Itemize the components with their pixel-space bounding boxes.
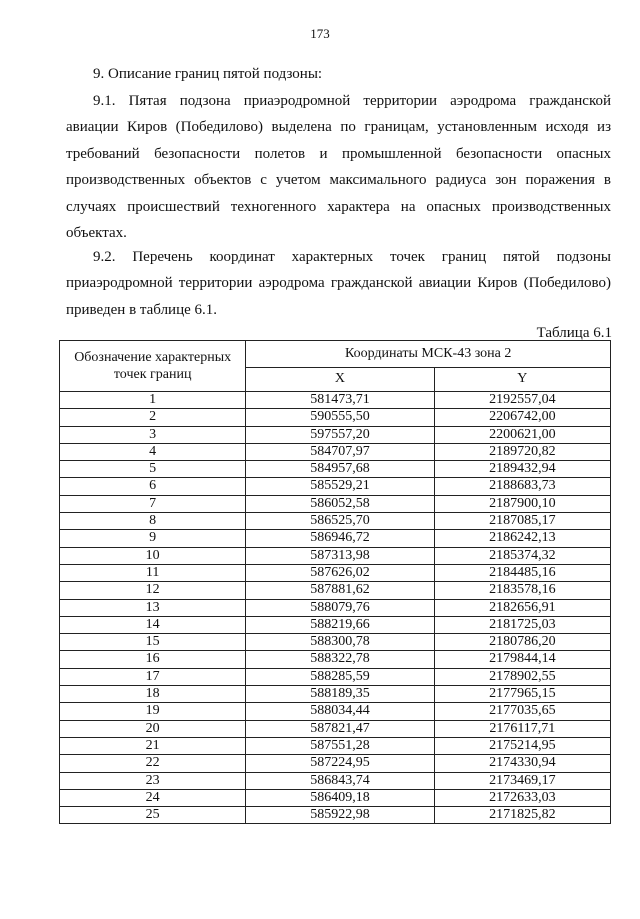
table-row: [60, 513, 611, 530]
y-coordinate-cell: 2192557,04: [434, 392, 610, 409]
point-number-cell: 25: [60, 807, 246, 824]
table-row: [60, 443, 611, 460]
point-number-cell: 2: [60, 409, 246, 426]
y-coordinate-cell: 2184485,16: [434, 564, 610, 581]
y-coordinate-cell: 2172633,03: [434, 789, 610, 806]
x-coordinate-cell: 588219,66: [246, 616, 434, 633]
x-coordinate-cell: 587224,95: [246, 755, 434, 772]
point-number-cell: 24: [60, 789, 246, 806]
table-row: [60, 720, 611, 737]
y-coordinate-cell: 2185374,32: [434, 547, 610, 564]
point-number-cell: 16: [60, 651, 246, 668]
point-number-cell: 23: [60, 772, 246, 789]
y-coordinate-cell: 2182656,91: [434, 599, 610, 616]
header-y: Y: [434, 367, 610, 391]
y-coordinate-cell: 2183578,16: [434, 582, 610, 599]
paragraph-9-2: 9.2. Перечень координат характерных точек границ пятой подзоны приаэродромной территории аэродрома гражданской авиации Киров (Победилово) приведен в таблице 6.1.: [66, 249, 611, 318]
page-number: 173: [310, 26, 330, 41]
point-number-cell: 9: [60, 530, 246, 547]
point-number-cell: 12: [60, 582, 246, 599]
paragraph-9-1: 9.1. Пятая подзона приаэродромной территории аэродрома гражданской авиации Киров (Победилово) выделена по границам, установленным исходя из требований безопасности полетов и промышленной безопасности опасных производственных объектов с учетом максимального радиуса зон поражения в случаях происшествий техногенного характера на опасных производственных объектах.: [66, 93, 611, 242]
table-row: [60, 392, 611, 409]
y-coordinate-cell: 2177965,15: [434, 686, 610, 703]
y-coordinate-cell: 2189432,94: [434, 461, 610, 478]
point-number-cell: 3: [60, 426, 246, 443]
table-row: [60, 634, 611, 651]
y-coordinate-cell: 2186242,13: [434, 530, 610, 547]
table-row: [60, 530, 611, 547]
x-coordinate-cell: 587821,47: [246, 720, 434, 737]
table-row: [60, 807, 611, 824]
x-coordinate-cell: 584707,97: [246, 443, 434, 460]
x-coordinate-cell: 586052,58: [246, 495, 434, 512]
section-heading: 9. Описание границ пятой подзоны:: [93, 66, 323, 82]
table-body: [60, 392, 611, 824]
table-row: [60, 495, 611, 512]
point-number-cell: 20: [60, 720, 246, 737]
table-row: [60, 789, 611, 806]
x-coordinate-cell: 586525,70: [246, 513, 434, 530]
x-coordinate-cell: 587881,62: [246, 582, 434, 599]
table-row: [60, 426, 611, 443]
point-number-cell: 7: [60, 495, 246, 512]
point-number-cell: 17: [60, 668, 246, 685]
x-coordinate-cell: 584957,68: [246, 461, 434, 478]
y-coordinate-cell: 2180786,20: [434, 634, 610, 651]
x-coordinate-cell: 586843,74: [246, 772, 434, 789]
x-coordinate-cell: 586409,18: [246, 789, 434, 806]
x-coordinate-cell: 585922,98: [246, 807, 434, 824]
table-row: [60, 668, 611, 685]
table-row: [60, 686, 611, 703]
table-row: [60, 564, 611, 581]
y-coordinate-cell: 2189720,82: [434, 443, 610, 460]
point-number-cell: 8: [60, 513, 246, 530]
y-coordinate-cell: 2173469,17: [434, 772, 610, 789]
y-coordinate-cell: 2171825,82: [434, 807, 610, 824]
point-number-cell: 11: [60, 564, 246, 581]
y-coordinate-cell: 2181725,03: [434, 616, 610, 633]
header-point-designation: Обозначение характерных точек границ: [60, 341, 246, 392]
x-coordinate-cell: 597557,20: [246, 426, 434, 443]
y-coordinate-cell: 2176117,71: [434, 720, 610, 737]
y-coordinate-cell: 2179844,14: [434, 651, 610, 668]
table-row: [60, 703, 611, 720]
y-coordinate-cell: 2178902,55: [434, 668, 610, 685]
y-coordinate-cell: 2188683,73: [434, 478, 610, 495]
table-row: [60, 772, 611, 789]
x-coordinate-cell: 588322,78: [246, 651, 434, 668]
x-coordinate-cell: 588300,78: [246, 634, 434, 651]
point-number-cell: 6: [60, 478, 246, 495]
point-number-cell: 13: [60, 599, 246, 616]
table-row: [60, 651, 611, 668]
table-row: [60, 616, 611, 633]
point-number-cell: 21: [60, 737, 246, 754]
point-number-cell: 19: [60, 703, 246, 720]
table-row: [60, 737, 611, 754]
x-coordinate-cell: 588285,59: [246, 668, 434, 685]
x-coordinate-cell: 586946,72: [246, 530, 434, 547]
point-number-cell: 14: [60, 616, 246, 633]
point-number-cell: 18: [60, 686, 246, 703]
table-caption: Таблица 6.1: [536, 325, 612, 341]
table-row: [60, 478, 611, 495]
table-row: [60, 409, 611, 426]
x-coordinate-cell: 587551,28: [246, 737, 434, 754]
y-coordinate-cell: 2175214,95: [434, 737, 610, 754]
table-row: [60, 599, 611, 616]
y-coordinate-cell: 2206742,00: [434, 409, 610, 426]
x-coordinate-cell: 581473,71: [246, 392, 434, 409]
table-row: [60, 755, 611, 772]
y-coordinate-cell: 2187085,17: [434, 513, 610, 530]
y-coordinate-cell: 2177035,65: [434, 703, 610, 720]
y-coordinate-cell: 2174330,94: [434, 755, 610, 772]
point-number-cell: 15: [60, 634, 246, 651]
point-number-cell: 10: [60, 547, 246, 564]
x-coordinate-cell: 585529,21: [246, 478, 434, 495]
y-coordinate-cell: 2187900,10: [434, 495, 610, 512]
header-x: X: [246, 367, 434, 391]
x-coordinate-cell: 588034,44: [246, 703, 434, 720]
table-row: [60, 461, 611, 478]
coordinates-table: [59, 340, 611, 824]
x-coordinate-cell: 587313,98: [246, 547, 434, 564]
header-coordinates: Координаты МСК-43 зона 2: [246, 341, 611, 368]
point-number-cell: 5: [60, 461, 246, 478]
x-coordinate-cell: 587626,02: [246, 564, 434, 581]
y-coordinate-cell: 2200621,00: [434, 426, 610, 443]
point-number-cell: 1: [60, 392, 246, 409]
x-coordinate-cell: 588189,35: [246, 686, 434, 703]
point-number-cell: 4: [60, 443, 246, 460]
point-number-cell: 22: [60, 755, 246, 772]
x-coordinate-cell: 588079,76: [246, 599, 434, 616]
x-coordinate-cell: 590555,50: [246, 409, 434, 426]
table-row: [60, 582, 611, 599]
table-row: [60, 547, 611, 564]
